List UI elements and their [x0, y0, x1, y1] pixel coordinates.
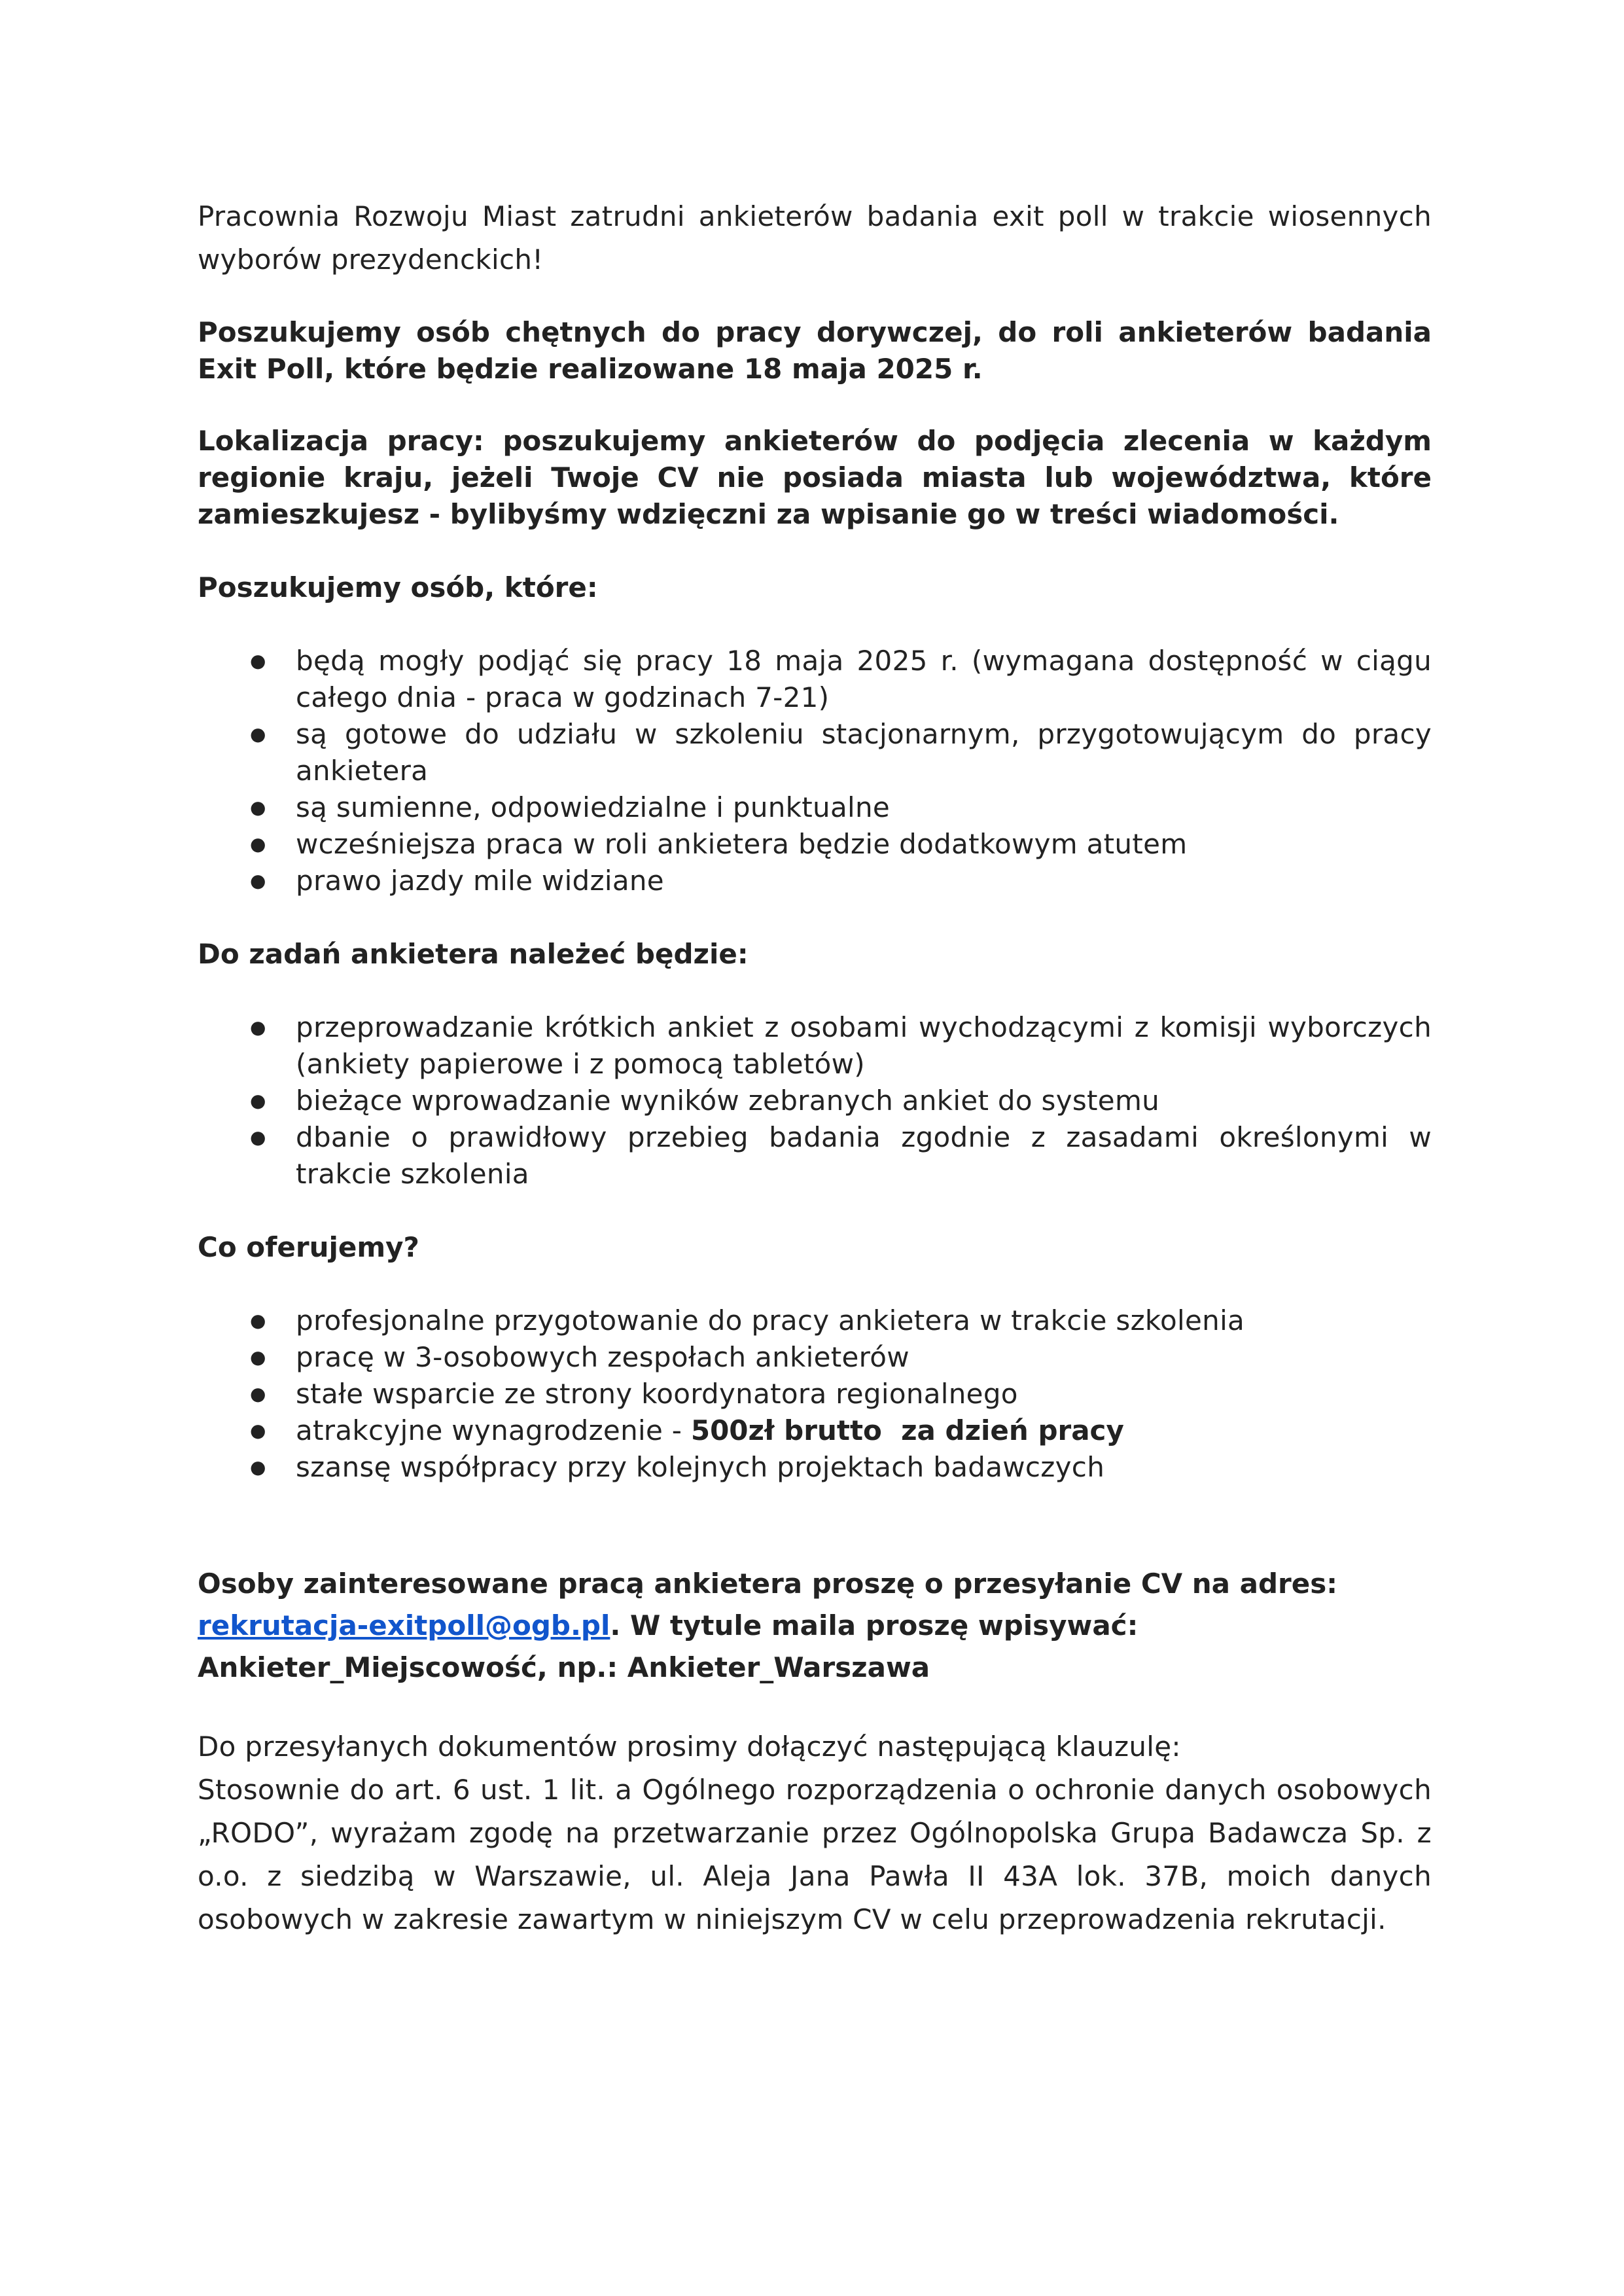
list-item: ● prawo jazdy mile widziane — [198, 863, 1432, 899]
clause-text: Stosownie do art. 6 ust. 1 lit. a Ogólnego rozporządzenia o ochronie danych osobowych „RODO”, wyrażam zgodę na przetwarzanie przez Ogólnopolska Grupa Badawcza Sp. z o.o. z siedzibą w Warszawie, ul. Aleja Jana Pawła II 43A lok. 37B, moich danych osobowych w zakresie zawartym w niniejszym CV w celu przeprowadzenia rekrutacji. — [198, 1774, 1432, 1935]
list-item: ● są sumienne, odpowiedzialne i punktualne — [198, 789, 1432, 826]
contact-title-instruction: . W tytule maila proszę wpisywać: — [610, 1609, 1139, 1641]
bullet-icon: ● — [250, 1456, 266, 1478]
list-item: ● wcześniejsza praca w roli ankietera będzie dodatkowym atutem — [198, 826, 1432, 863]
contact-line: Osoby zainteresowane pracą ankietera proszę o przesyłanie CV na adres: — [198, 1568, 1338, 1600]
search-note: Poszukujemy osób chętnych do pracy dorywczej, do roli ankieterów badania Exit Poll, które będzie realizowane 18 maja 2025 r. — [198, 316, 1432, 385]
bullet-icon: ● — [250, 797, 266, 818]
bullet-icon: ● — [250, 833, 266, 855]
list-item: ● dbanie o prawidłowy przebieg badania zgodnie z zasadami określonymi w trakcie szkolenia — [198, 1119, 1432, 1193]
requirements-heading: Poszukujemy osób, które: — [198, 571, 598, 603]
list-item: ● będą mogły podjąć się pracy 18 maja 2025 r. (wymagana dostępność w ciągu całego dnia - praca w godzinach 7-21) — [198, 643, 1432, 716]
bullet-icon: ● — [250, 870, 266, 891]
document-page — [198, 195, 1432, 1941]
list-item: ● profesjonalne przygotowanie do pracy ankietera w trakcie szkolenia — [198, 1302, 1432, 1339]
list-item: ● atrakcyjne wynagrodzenie - 500zł brutto za dzień pracy — [198, 1412, 1432, 1449]
list-item: ● przeprowadzanie krótkich ankiet z osobami wychodzącymi z komisji wyborczych (ankiety papierowe i z pomocą tabletów) — [198, 1009, 1432, 1083]
location-note: Lokalizacja pracy: poszukujemy ankieterów do podjęcia zlecenia w każdym regionie kraju, jeżeli Twoje CV nie posiada miasta lub województwa, które zamieszkujesz - bylibyśmy wdzięczni za wpisanie go w treści wiadomości. — [198, 425, 1432, 530]
clause-paragraph — [198, 1725, 1432, 1941]
duties-heading: Do zadań ankietera należeć będzie: — [198, 938, 749, 970]
bullet-icon: ● — [250, 650, 266, 672]
clause-intro: Do przesyłanych dokumentów prosimy dołączyć następującą klauzulę: — [198, 1731, 1181, 1763]
duties-list — [198, 1009, 1432, 1193]
list-item: ● szansę współpracy przy kolejnych projektach badawczych — [198, 1449, 1432, 1486]
intro-paragraph: Pracownia Rozwoju Miast zatrudni ankieterów badania exit poll w trakcie wiosennych wyborów prezydenckich! — [198, 200, 1432, 276]
offer-list — [198, 1302, 1432, 1486]
email-link[interactable]: rekrutacja-exitpoll@ogb.pl — [198, 1609, 610, 1641]
list-item: ● pracę w 3-osobowych zespołach ankieterów — [198, 1339, 1432, 1376]
bullet-icon: ● — [250, 1383, 266, 1405]
offer-heading: Co oferujemy? — [198, 1231, 419, 1263]
bullet-icon: ● — [250, 1420, 266, 1441]
salary-amount: 500zł brutto za dzień pracy — [690, 1414, 1124, 1446]
list-item: ● są gotowe do udziału w szkoleniu stacjonarnym, przygotowującym do pracy ankietera — [198, 716, 1432, 789]
list-item: ● bieżące wprowadzanie wyników zebranych ankiet do systemu — [198, 1083, 1432, 1119]
list-item: ● stałe wsparcie ze strony koordynatora regionalnego — [198, 1376, 1432, 1412]
bullet-icon: ● — [250, 723, 266, 745]
bullet-icon: ● — [250, 1126, 266, 1148]
bullet-icon: ● — [250, 1090, 266, 1111]
requirements-list — [198, 643, 1432, 899]
contact-paragraph — [198, 1563, 1432, 1689]
bullet-icon: ● — [250, 1346, 266, 1368]
bullet-icon: ● — [250, 1016, 266, 1038]
contact-title-example: Ankieter_Miejscowość, np.: Ankieter_Warszawa — [198, 1651, 930, 1683]
bullet-icon: ● — [250, 1310, 266, 1331]
